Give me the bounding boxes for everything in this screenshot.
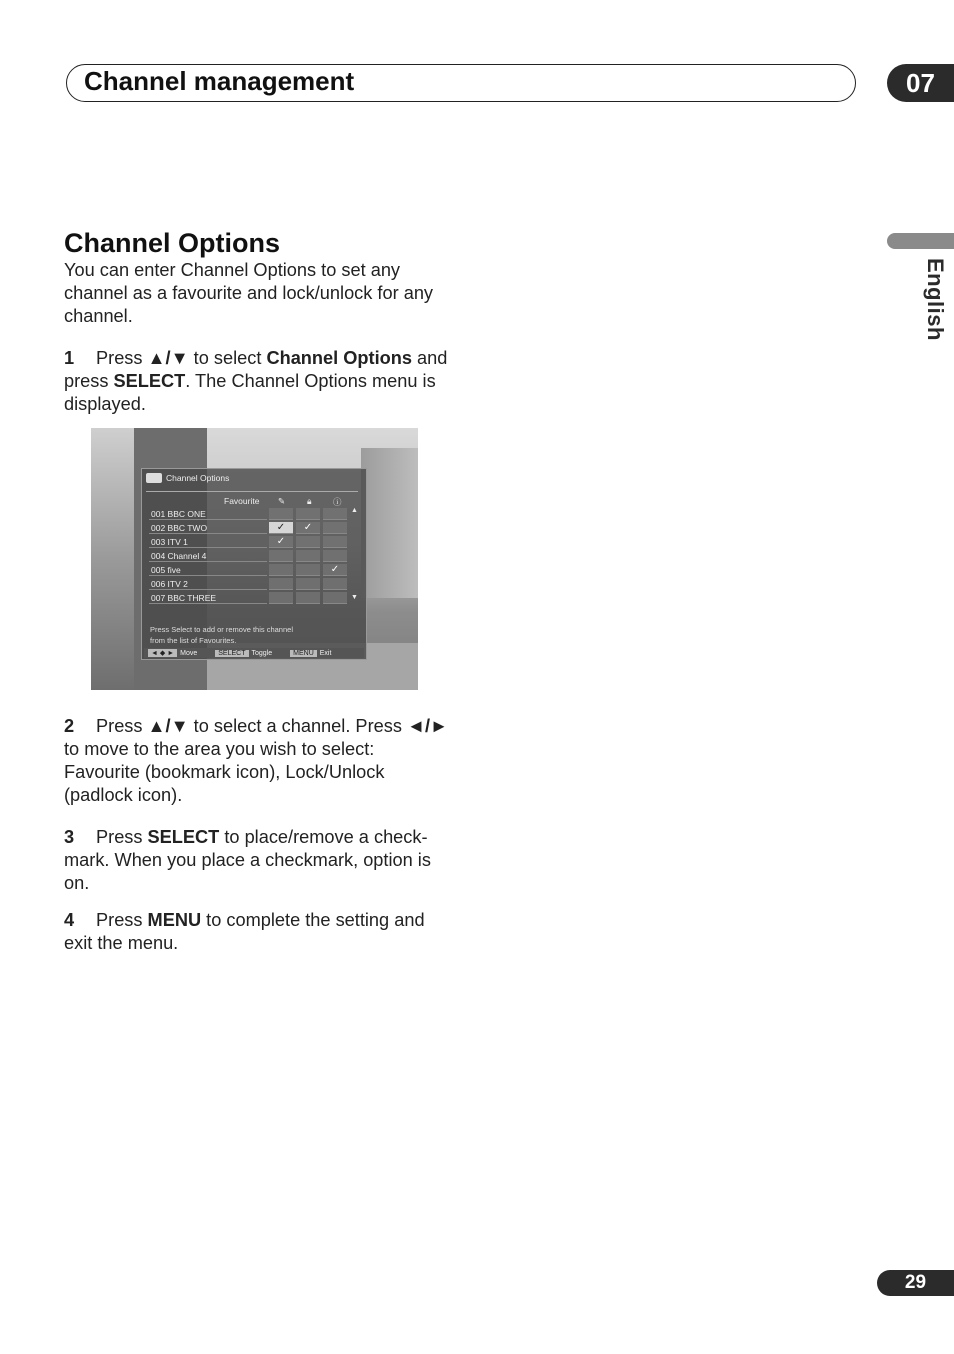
channel-row[interactable]: 006 ITV 2 bbox=[149, 578, 267, 590]
language-tab-marker bbox=[887, 233, 954, 249]
favourite-cell[interactable] bbox=[269, 550, 293, 562]
chapter-title: Channel management bbox=[84, 66, 355, 96]
menu-title-bar bbox=[146, 472, 229, 484]
favourite-cell[interactable] bbox=[269, 508, 293, 520]
lock-cell[interactable]: ✓ bbox=[296, 522, 320, 534]
channel-row[interactable]: 004 Channel 4 bbox=[149, 550, 267, 562]
move-label: Move bbox=[180, 649, 198, 657]
step-2: 2 Press ▲/▼ to select a channel. Press ◄/► to move to the area you wish to select: Favourite (bookmark icon), Lock/Unlock (padlock icon). bbox=[64, 716, 449, 805]
step-number: 4 bbox=[64, 910, 75, 930]
info-cell[interactable]: ✓ bbox=[323, 564, 347, 576]
lock-cell[interactable] bbox=[296, 536, 320, 548]
favourite-column-label: Favourite bbox=[224, 496, 260, 506]
favourite-cell[interactable] bbox=[269, 578, 293, 590]
favourite-cell[interactable]: ✓ bbox=[269, 522, 293, 534]
lock-cell[interactable] bbox=[296, 564, 320, 576]
channel-row[interactable]: 002 BBC TWO bbox=[149, 522, 267, 534]
lock-cell[interactable] bbox=[296, 592, 320, 604]
step-number: 3 bbox=[64, 827, 75, 847]
background-photo bbox=[91, 428, 135, 690]
menu-divider bbox=[146, 491, 358, 492]
section-intro: You can enter Channel Options to set any channel as a favourite and lock/unlock for any channel. bbox=[64, 260, 434, 326]
info-cell[interactable] bbox=[323, 592, 347, 604]
exit-label: Exit bbox=[319, 649, 332, 657]
padlock-icon: 🔒︎ bbox=[307, 496, 312, 506]
page-number: 29 bbox=[877, 1270, 954, 1296]
menu-key: MENU bbox=[290, 650, 317, 657]
menu-key-guide bbox=[144, 648, 364, 658]
step-number: 1 bbox=[64, 348, 75, 368]
favourite-cell[interactable] bbox=[269, 564, 293, 576]
scroll-down-icon[interactable]: ▼ bbox=[351, 594, 358, 601]
channel-row[interactable]: 003 ITV 1 bbox=[149, 536, 267, 548]
info-cell[interactable] bbox=[323, 578, 347, 590]
channel-row[interactable]: 005 five bbox=[149, 564, 267, 576]
menu-title: Channel Options bbox=[166, 473, 230, 483]
scroll-up-icon[interactable]: ▲ bbox=[351, 507, 358, 514]
menu-logo-icon bbox=[146, 473, 162, 483]
language-label: English bbox=[923, 258, 948, 341]
channel-row[interactable]: 001 BBC ONE bbox=[149, 508, 267, 520]
info-cell[interactable] bbox=[323, 508, 347, 520]
channel-row[interactable]: 007 BBC THREE bbox=[149, 592, 267, 604]
info-cell[interactable] bbox=[323, 550, 347, 562]
step-3: 3 Press SELECT to place/remove a check-mark. When you place a checkmark, option is on. bbox=[64, 827, 431, 893]
lock-cell[interactable] bbox=[296, 508, 320, 520]
background-building bbox=[361, 448, 418, 598]
favourite-cell[interactable]: ✓ bbox=[269, 536, 293, 548]
step-1: 1 Press ▲/▼ to select Channel Options and press SELECT. The Channel Options menu is displayed. bbox=[64, 348, 448, 414]
step-number: 2 bbox=[64, 716, 75, 736]
info-icon: ⓘ bbox=[333, 497, 342, 507]
channel-options-screenshot bbox=[91, 428, 418, 690]
chapter-number-tab: 07 bbox=[887, 64, 954, 102]
toggle-label: Toggle bbox=[251, 649, 273, 657]
lock-cell[interactable] bbox=[296, 550, 320, 562]
favourite-cell[interactable] bbox=[269, 592, 293, 604]
info-cell[interactable] bbox=[323, 522, 347, 534]
menu-help-text: Press Select to add or remove this channel from the list of Favourites. bbox=[150, 625, 293, 645]
channel-options-menu bbox=[141, 468, 367, 660]
step-4: 4 Press MENU to complete the setting and exit the menu. bbox=[64, 910, 425, 953]
section-title: Channel Options bbox=[64, 228, 280, 258]
info-cell[interactable] bbox=[323, 536, 347, 548]
move-key: ◄ ◆ ► bbox=[148, 649, 177, 657]
lock-cell[interactable] bbox=[296, 578, 320, 590]
select-key: SELECT bbox=[215, 650, 248, 657]
bookmark-icon: ✎ bbox=[278, 496, 286, 506]
